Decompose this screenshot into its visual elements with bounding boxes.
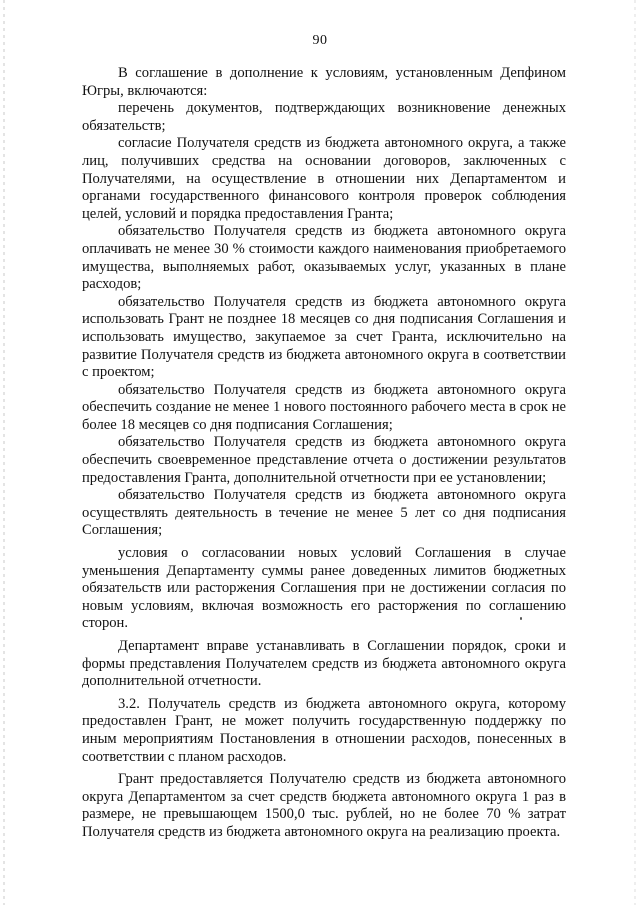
page-number: 90 [312,33,328,48]
paragraph: условия о согласовании новых условий Соглашения в случае уменьшения Департаменту суммы ранее доведенных лимитов бюджетных обязательств или расторжения Соглашения при не достижении согласия по новым условиям, включая возможность его расторжения по соглашению сторон. [82,545,566,632]
paragraph: В соглашение в дополнение к условиям, установленным Депфином Югры, включаются: [82,65,566,99]
paragraph: обязательство Получателя средств из бюджета автономного округа обеспечить своевременное представление отчета о достижении результатов предоставления Гранта, дополнительной отчетности при ее установлении; [82,434,566,486]
paragraph: обязательство Получателя средств из бюджета автономного округа обеспечить создание не менее 1 нового постоянного рабочего места в срок не более 18 месяцев со дня подписания Соглашения; [82,381,566,433]
paragraph: обязательство Получателя средств из бюджета автономного округа использовать Грант не позднее 18 месяцев со дня подписания Соглашения и использовать имущество, закупаемое за счет Гранта, исключительно на развитие Получателя средств из бюджета автономного округа в соответствии с проектом; [82,293,566,381]
scan-edge-right [634,0,636,905]
paragraph: Грант предоставляется Получателю средств из бюджета автономного округа Департаментом за счет средств бюджета автономного округа 1 раз в размере, не превышающем 1500,0 тыс. рублей, но не более 70 % затрат Получателя средств из бюджета автономного округа на реализацию проекта. [82,771,566,840]
paragraph: согласие Получателя средств из бюджета автономного округа, а также лиц, получивших средства на основании договоров, заключенных с Получателями, на осуществление в отношении них Департаментом и органами государственного финансового контроля проверок соблюдения целей, условий и порядка предоставления Гранта; [82,135,566,222]
paragraph: 3.2. Получатель средств из бюджета автономного округа, которому предоставлен Грант, не может получить государственную поддержку по иным мероприятиям Постановления в отношении расходов, понесенных в соответствии с планом расходов. [82,695,566,765]
scan-edge-left [3,0,5,905]
paragraph: обязательство Получателя средств из бюджета автономного округа оплачивать не менее 30 % стоимости каждого наименования приобретаемого имущества, выполняемых работ, оказываемых услуг, указанных в плане расходов; [82,223,566,293]
paragraph: обязательство Получателя средств из бюджета автономного округа осуществлять деятельность в течение не менее 5 лет со дня подписания Соглашения; [82,487,566,539]
paragraph: Департамент вправе устанавливать в Соглашении порядок, сроки и формы представления Получателем средств из бюджета автономного округа дополнительной отчетности. [82,638,566,690]
paragraph: перечень документов, подтверждающих возникновение денежных обязательств; [82,100,566,134]
document-body [82,65,566,842]
